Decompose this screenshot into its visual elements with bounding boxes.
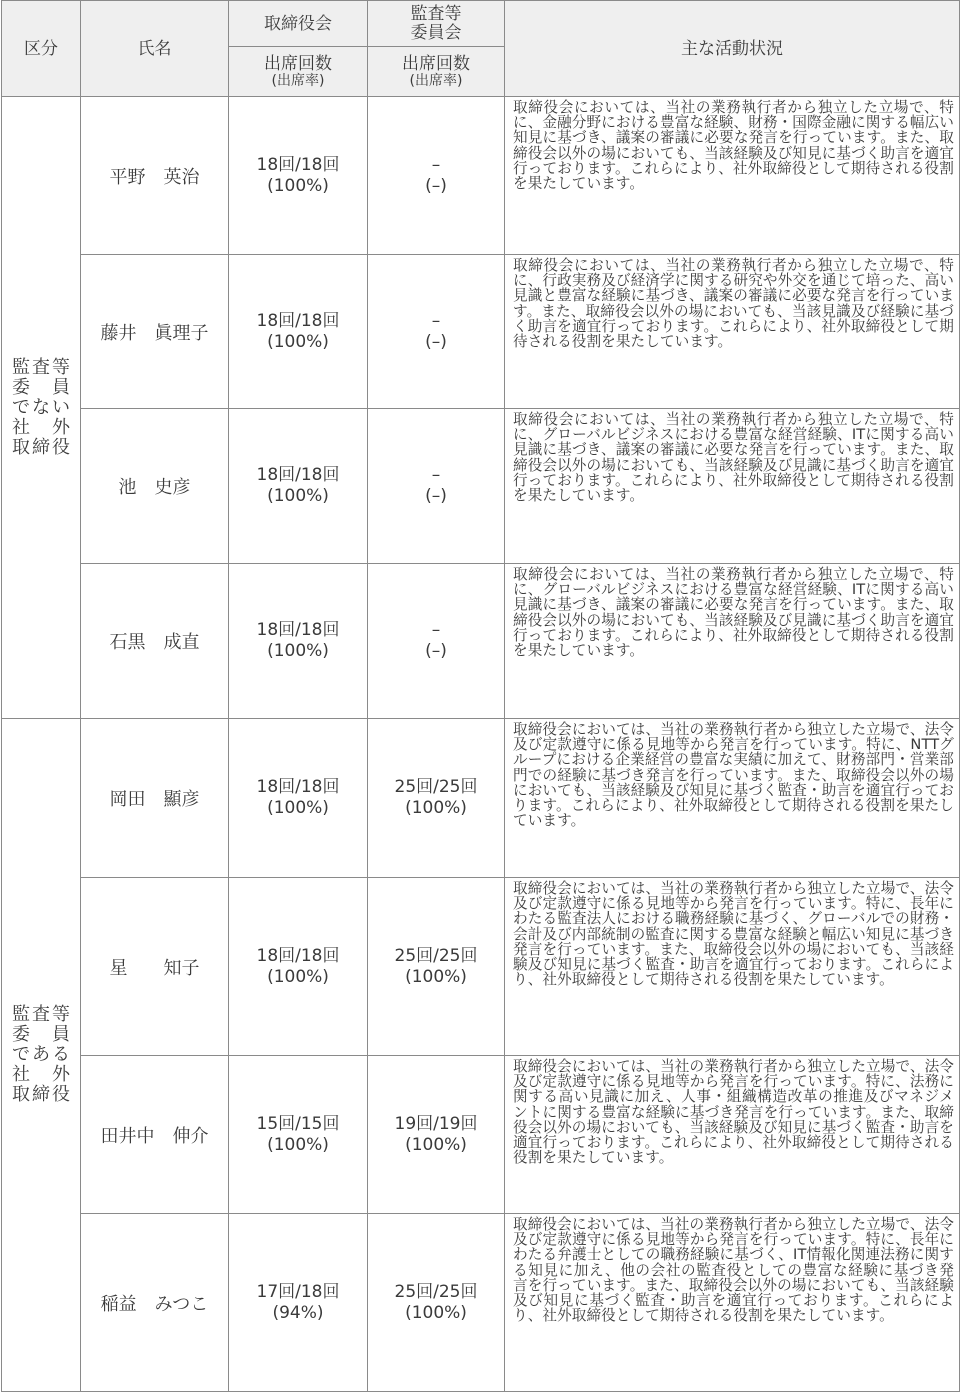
audit-attendance-count: 25回/25回 (394, 945, 478, 966)
board-attendance-rate: (100%) (267, 486, 329, 506)
category-char: 員 (51, 376, 70, 398)
audit-attendance-rate: (100%) (405, 1302, 467, 1323)
category-char: で (12, 396, 30, 418)
activity-text: 取締役会においては、当社の業務執行者から独立した立場で、特に、行政実務及び経済学に関する研究や外交を通じて培った、高い見識と豊富な経験に基づき、議案の審議に必要な発言を行っています。また、取締役会以外の場においても、当該見識及び経験に基づく助言を適宜行っております。これらにより、社外取締役として期待される役割を果たしています。 (513, 257, 954, 351)
activity-text: 取締役会においては、当社の業務執行者から独立した立場で、特に、グローバルビジネスにおける豊富な経営経験、ITに関する高い見識に基づき、議案の審議に必要な発言を行っています。また、取締役会以外の場においても、当該経験及び見識に基づく助言を適宜行っております。これらにより、社外取締役として期待される役割を果たしています。 (513, 411, 954, 505)
category-char: 社 (12, 416, 30, 438)
table-row (2, 255, 960, 409)
category-char (38, 1025, 44, 1045)
director-name: 平野 英治 (81, 97, 229, 255)
category-label-line (6, 398, 76, 418)
board-attendance-cell (229, 97, 368, 255)
category-char: あ (32, 1044, 50, 1065)
director-name: 稲益 みつこ (81, 1214, 229, 1392)
table-row (2, 409, 960, 564)
category-char: 査 (32, 356, 50, 378)
category-char: る (52, 1044, 70, 1065)
table-row (2, 878, 960, 1056)
audit-attendance-count: – (431, 310, 441, 331)
category-cell (2, 97, 81, 719)
board-attendance-count: 18回/18回 (256, 777, 340, 797)
audit-attendance-count: 25回/25回 (394, 1281, 478, 1302)
activity-text: 取締役会においては、当社の業務執行者から独立した立場で、法令及び定款遵守に係る見地等から発言を行っています。特に、法務に関する高い見識に加え、人事・組織構造改革の推進及びマネジメントに関する豊富な経験に基づき発言を行っています。また、取締役会以外の場においても、当該経験及び知見に基づく監査・助言を適宜行っております。これらにより、社外取締役として期待される役割を果たしています。 (513, 1058, 954, 1167)
header-board: 取締役会 (229, 1, 368, 47)
board-attendance-cell (229, 1056, 368, 1214)
director-name: 石黒 成直 (81, 564, 229, 719)
category-char: 取 (12, 436, 30, 458)
board-attendance-rate: (94%) (272, 1302, 324, 1323)
table-row (2, 719, 960, 878)
activity-cell (505, 255, 960, 409)
audit-attendance-cell (368, 719, 505, 878)
activity-cell (505, 1214, 960, 1392)
table-row (2, 97, 960, 255)
category-char (38, 418, 44, 438)
board-attendance-rate: (100%) (267, 966, 329, 987)
audit-attendance-cell (368, 1056, 505, 1214)
header-audit-committee: 監査等 委員会 (368, 1, 505, 47)
category-char: 委 (12, 376, 30, 398)
attendance-label: 出席回数 (402, 53, 470, 74)
director-name: 田井中 伸介 (81, 1056, 229, 1214)
board-attendance-cell (229, 409, 368, 564)
activity-text: 取締役会においては、当社の業務執行者から独立した立場で、法令及び定款遵守に係る見地等から発言を行っています。特に、長年にわたる監査法人における職務経験に基づく、グローバルでの財務・会計及び内部統制の監査に関する豊富な経験と幅広い知見に基づき発言を行っています。また、取締役会以外の場においても、当該経験及び知見に基づく監査・助言を適宜行っております。これらにより、社外取締役として期待される役割を果たしています。 (513, 880, 954, 989)
table-row (2, 564, 960, 719)
audit-attendance-rate: (–) (425, 331, 447, 352)
audit-attendance-cell (368, 97, 505, 255)
board-attendance-count: 18回/18回 (256, 945, 340, 966)
board-attendance-rate: (100%) (267, 641, 329, 661)
category-label-line (6, 1065, 76, 1085)
category-char: な (32, 396, 50, 418)
category-label-line (6, 418, 76, 438)
category-char: 外 (51, 416, 70, 438)
category-char (38, 378, 44, 398)
activity-cell (505, 409, 960, 564)
category-label-line (6, 438, 76, 458)
category-label-line (6, 1005, 76, 1025)
board-attendance-rate: (100%) (267, 331, 329, 352)
director-name: 藤井 眞理子 (81, 255, 229, 409)
activity-cell (505, 719, 960, 878)
category-char: 外 (51, 1064, 70, 1085)
audit-attendance-rate: (–) (425, 486, 447, 506)
board-attendance-count: 15回/15回 (256, 1113, 340, 1134)
table-row (2, 1214, 960, 1392)
category-char: 査 (32, 1004, 50, 1025)
directors-activity-table (1, 0, 960, 1392)
audit-attendance-cell (368, 1214, 505, 1392)
category-label-line (6, 1045, 76, 1065)
category-char: で (12, 1044, 30, 1065)
category-char: 等 (52, 1004, 70, 1025)
category-char: 員 (51, 1024, 70, 1045)
category-char: 取 (12, 1084, 30, 1105)
audit-attendance-rate: (100%) (405, 1134, 467, 1155)
audit-attendance-count: – (431, 465, 441, 485)
rate-label: (出席率) (271, 72, 325, 89)
board-attendance-rate: (100%) (267, 798, 329, 818)
category-char: 監 (12, 356, 30, 378)
board-attendance-rate: (100%) (267, 1134, 329, 1155)
board-attendance-count: 18回/18回 (256, 310, 340, 331)
category-char: 委 (12, 1024, 30, 1045)
activity-cell (505, 564, 960, 719)
category-label-line (6, 1025, 76, 1045)
board-attendance-count: 18回/18回 (256, 465, 340, 485)
audit-attendance-rate: (100%) (405, 966, 467, 987)
category-char: 役 (52, 436, 70, 458)
audit-attendance-cell (368, 878, 505, 1056)
category-label-line (6, 358, 76, 378)
audit-attendance-count: – (431, 154, 441, 175)
header-category: 区分 (2, 1, 81, 97)
board-attendance-count: 18回/18回 (256, 620, 340, 640)
category-cell (2, 719, 81, 1392)
rate-label: (出席率) (409, 72, 463, 89)
board-attendance-count: 17回/18回 (256, 1281, 340, 1302)
attendance-label: 出席回数 (264, 53, 332, 74)
activity-cell (505, 1056, 960, 1214)
director-name: 池 史彦 (81, 409, 229, 564)
audit-attendance-cell (368, 564, 505, 719)
activity-cell (505, 878, 960, 1056)
category-char: 監 (12, 1004, 30, 1025)
activity-text: 取締役会においては、当社の業務執行者から独立した立場で、特に、グローバルビジネスにおける豊富な経営経験、ITに関する高い見識に基づき、議案の審議に必要な発言を行っています。また、取締役会以外の場においても、当該経験及び見識に基づく助言を適宜行っております。これらにより、社外取締役として期待される役割を果たしています。 (513, 566, 954, 660)
table-body (2, 97, 960, 1392)
category-char: 締 (32, 436, 50, 458)
audit-attendance-count: – (431, 620, 441, 640)
audit-attendance-rate: (–) (425, 641, 447, 661)
board-attendance-cell (229, 255, 368, 409)
board-attendance-cell (229, 564, 368, 719)
activity-text: 取締役会においては、当社の業務執行者から独立した立場で、法令及び定款遵守に係る見地等から発言を行っています。特に、長年にわたる弁護士としての職務経験に基づく、IT情報化関連法務に関する知見に加え、他の会社の監査役としての豊富な経験に基づき発言を行っています。また、取締役会以外の場においても、当該経験及び知見に基づく監査・助言を適宜行っております。これらにより、社外取締役として期待される役割を果たしています。 (513, 1216, 954, 1325)
board-attendance-cell (229, 1214, 368, 1392)
category-char (38, 1065, 44, 1085)
board-attendance-cell (229, 878, 368, 1056)
board-attendance-count: 18回/18回 (256, 154, 340, 175)
activity-text: 取締役会においては、当社の業務執行者から独立した立場で、法令及び定款遵守に係る見地等から発言を行っています。特に、NTTグループにおける企業経営の豊富な実績に加えて、財務部門・営業部門での経験に基づき発言を行っています。また、取締役会以外の場においても、当該経験及び知見に基づく監査・助言を適宜行っております。これらにより、社外取締役として期待される役割を果たしています。 (513, 721, 954, 830)
category-char: 社 (12, 1064, 30, 1085)
category-char: 等 (52, 356, 70, 378)
category-char: 役 (52, 1084, 70, 1105)
header-activities: 主な活動状況 (505, 1, 960, 97)
audit-attendance-cell (368, 409, 505, 564)
audit-attendance-cell (368, 255, 505, 409)
audit-attendance-rate: (–) (425, 175, 447, 196)
category-label-line (6, 378, 76, 398)
category-char: い (52, 396, 70, 418)
director-name: 星 知子 (81, 878, 229, 1056)
audit-attendance-count: 25回/25回 (394, 777, 478, 797)
audit-attendance-rate: (100%) (405, 798, 467, 818)
director-name: 岡田 顯彦 (81, 719, 229, 878)
board-attendance-cell (229, 719, 368, 878)
header-board-attendance (229, 47, 368, 97)
table-row (2, 1056, 960, 1214)
category-label-line (6, 1085, 76, 1105)
category-char: 締 (32, 1084, 50, 1105)
header-name: 氏名 (81, 1, 229, 97)
board-attendance-rate: (100%) (267, 175, 329, 196)
audit-attendance-count: 19回/19回 (394, 1113, 478, 1134)
activity-cell (505, 97, 960, 255)
activity-text: 取締役会においては、当社の業務執行者から独立した立場で、特に、金融分野における豊富な経験、財務・国際金融に関する幅広い知見に基づき、議案の審議に必要な発言を行っています。また、取締役会以外の場においても、当該経験及び知見に基づく助言を適宜行っております。これらにより、社外取締役として期待される役割を果たしています。 (513, 99, 954, 193)
header-audit-attendance (368, 47, 505, 97)
